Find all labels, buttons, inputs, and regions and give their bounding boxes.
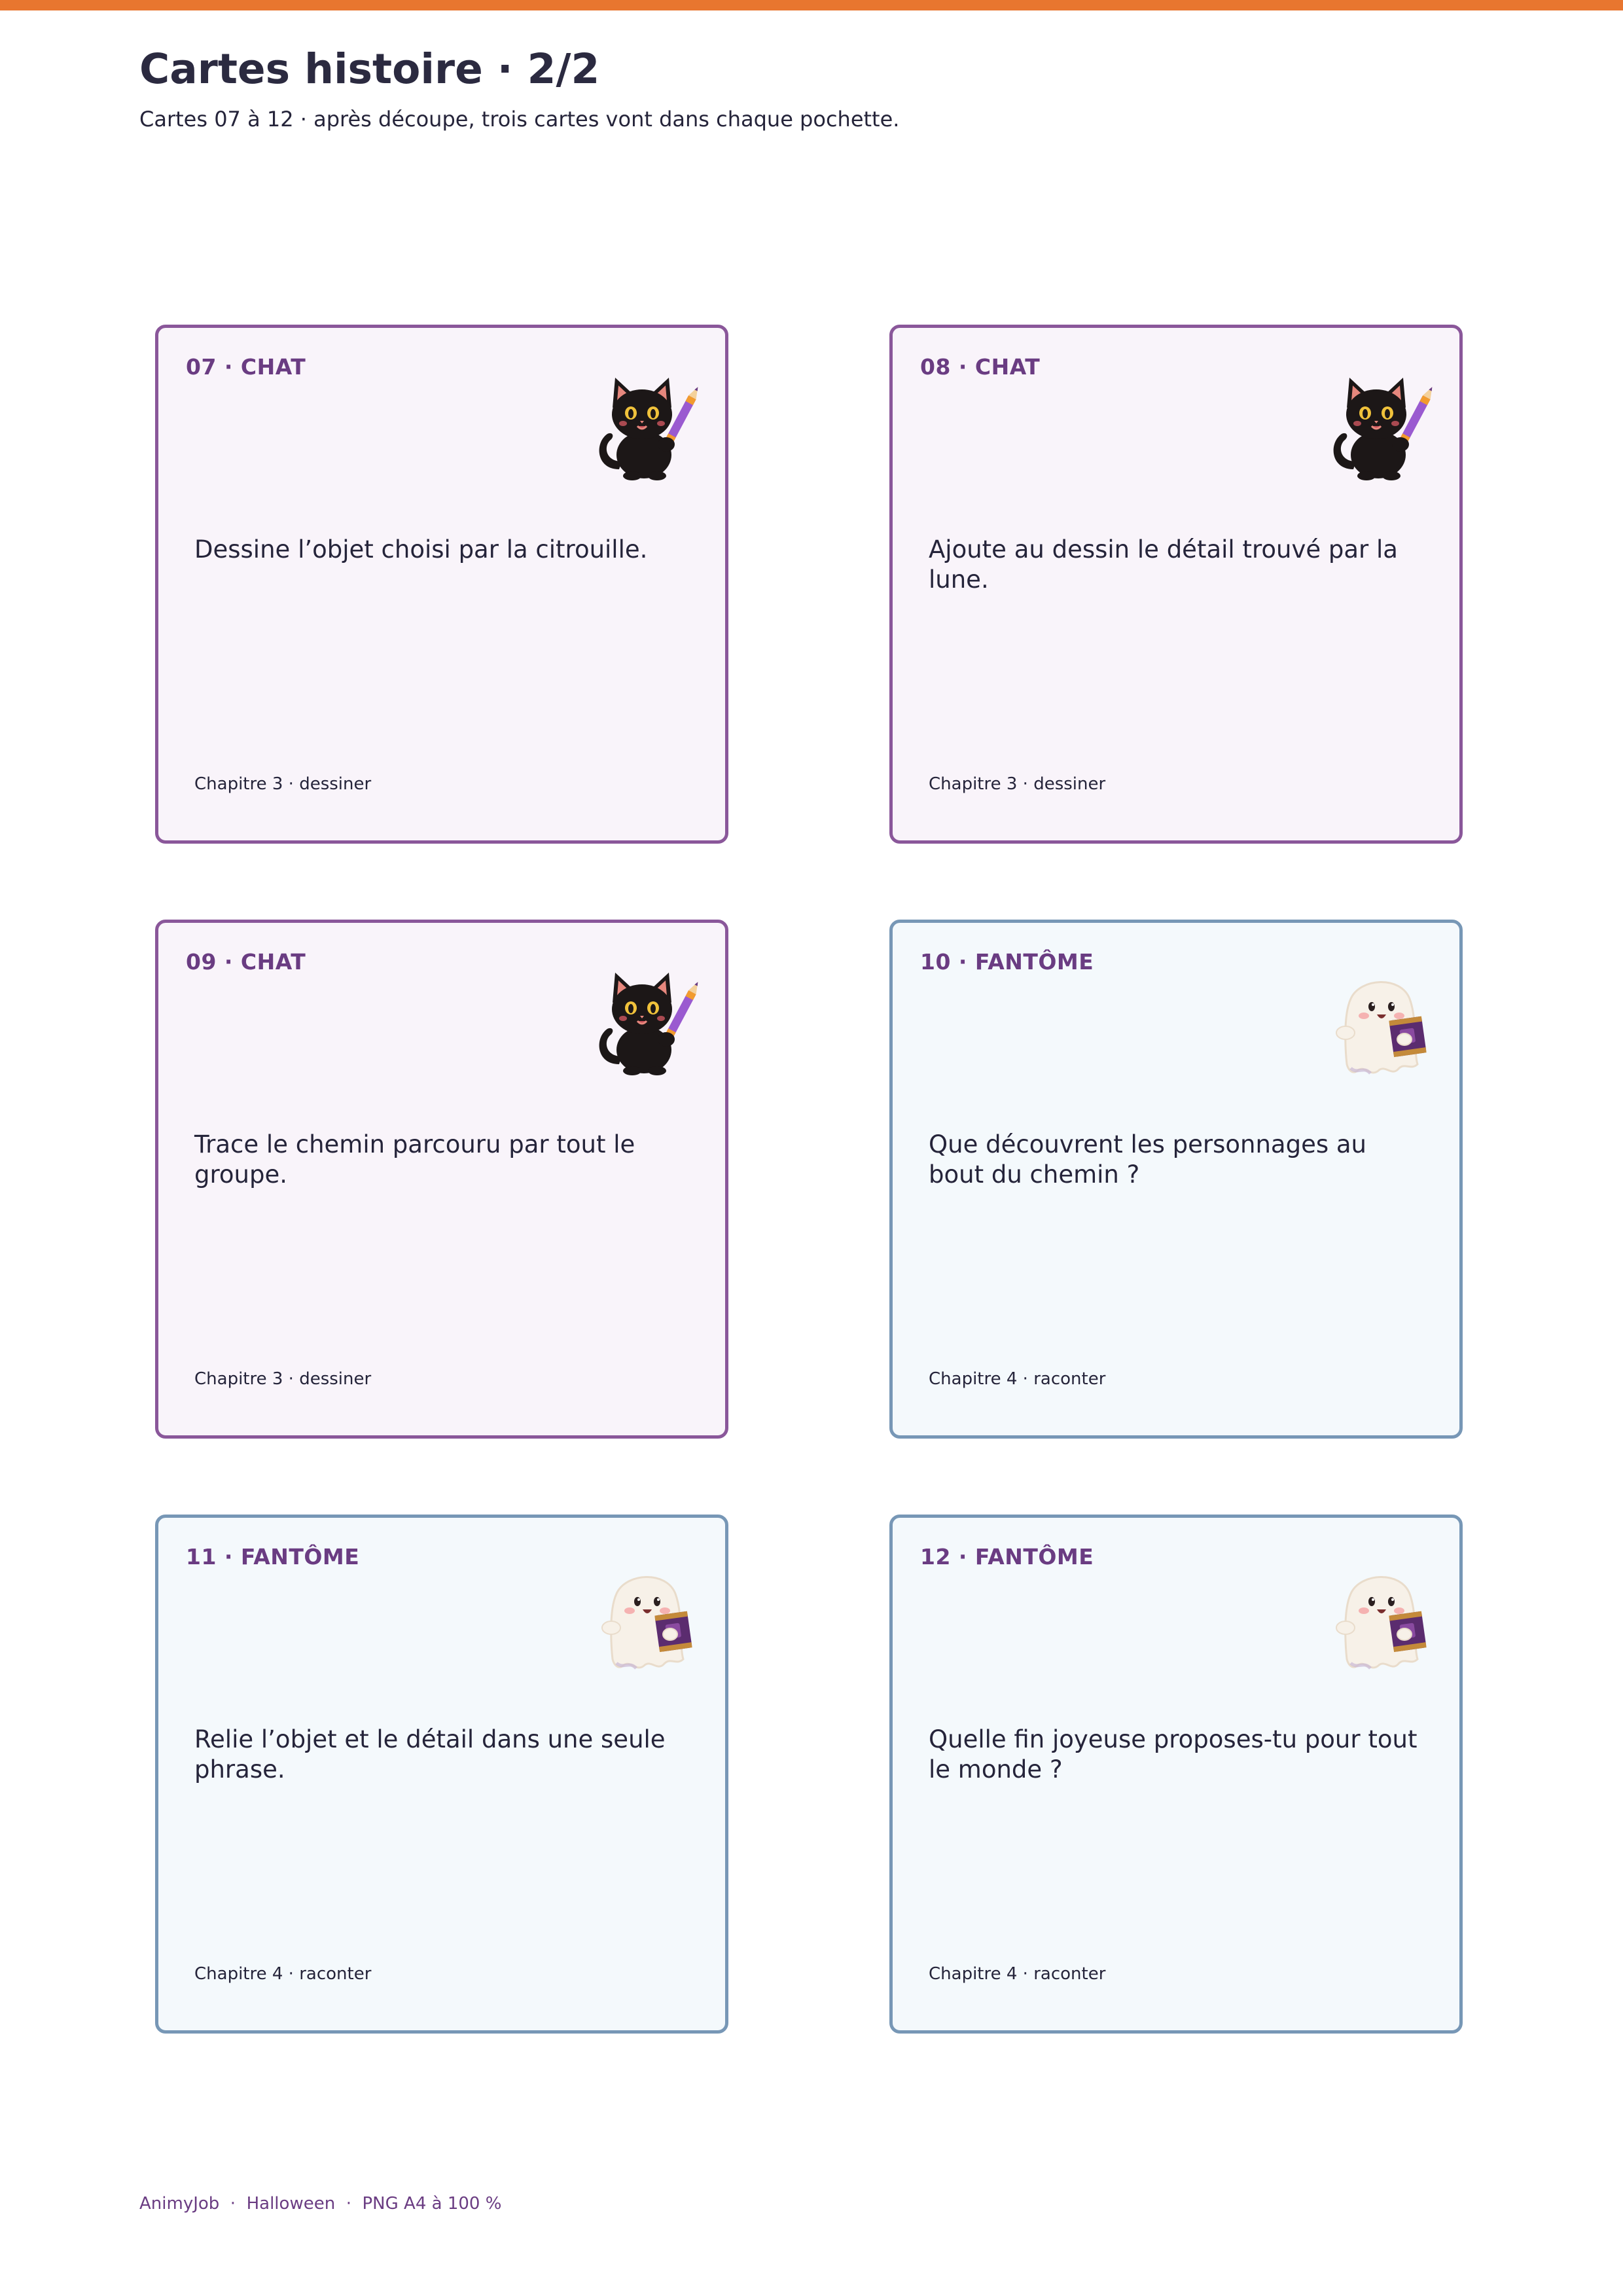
ghost-with-book-icon xyxy=(1327,966,1435,1077)
cat-with-pencil-icon xyxy=(593,371,700,482)
page-subtitle: Cartes 07 à 12 · après découpe, trois cartes vont dans chaque pochette. xyxy=(139,107,900,132)
card-footer: Chapitre 4 · raconter xyxy=(929,1369,1106,1389)
story-card xyxy=(889,920,1463,1439)
card-text: Relie l’objet et le détail dans une seule phrase. xyxy=(194,1725,666,1784)
card-text: Dessine l’objet choisi par la citrouille. xyxy=(194,535,648,564)
card-label: 08 · CHAT xyxy=(920,354,1041,380)
card-label: 12 · FANTÔME xyxy=(920,1544,1094,1570)
card-text: Que découvrent les personnages au bout du chemin ? xyxy=(929,1130,1366,1189)
story-card xyxy=(155,325,728,844)
story-card xyxy=(889,325,1463,844)
ghost-with-book-icon xyxy=(593,1561,700,1672)
page-footer: AnimyJob · Halloween · PNG A4 à 100 % xyxy=(139,2194,502,2214)
card-footer: Chapitre 4 · raconter xyxy=(929,1964,1106,1984)
page-title: Cartes histoire · 2/2 xyxy=(139,45,600,93)
card-footer: Chapitre 3 · dessiner xyxy=(194,774,372,794)
cat-with-pencil-icon xyxy=(593,966,700,1077)
card-text: Quelle fin joyeuse proposes-tu pour tout le monde ? xyxy=(929,1725,1418,1784)
card-label: 07 · CHAT xyxy=(186,354,306,380)
card-footer: Chapitre 3 · dessiner xyxy=(929,774,1106,794)
card-footer: Chapitre 4 · raconter xyxy=(194,1964,372,1984)
top-accent-bar xyxy=(0,0,1623,10)
card-label: 11 · FANTÔME xyxy=(186,1544,360,1570)
card-footer: Chapitre 3 · dessiner xyxy=(194,1369,372,1389)
card-label: 10 · FANTÔME xyxy=(920,949,1094,975)
card-label: 09 · CHAT xyxy=(186,949,306,975)
story-card xyxy=(889,1515,1463,2034)
story-card xyxy=(155,1515,728,2034)
card-text: Ajoute au dessin le détail trouvé par la lune. xyxy=(929,535,1398,594)
cat-with-pencil-icon xyxy=(1327,371,1435,482)
ghost-with-book-icon xyxy=(1327,1561,1435,1672)
story-card xyxy=(155,920,728,1439)
card-text: Trace le chemin parcouru par tout le groupe. xyxy=(194,1130,635,1189)
